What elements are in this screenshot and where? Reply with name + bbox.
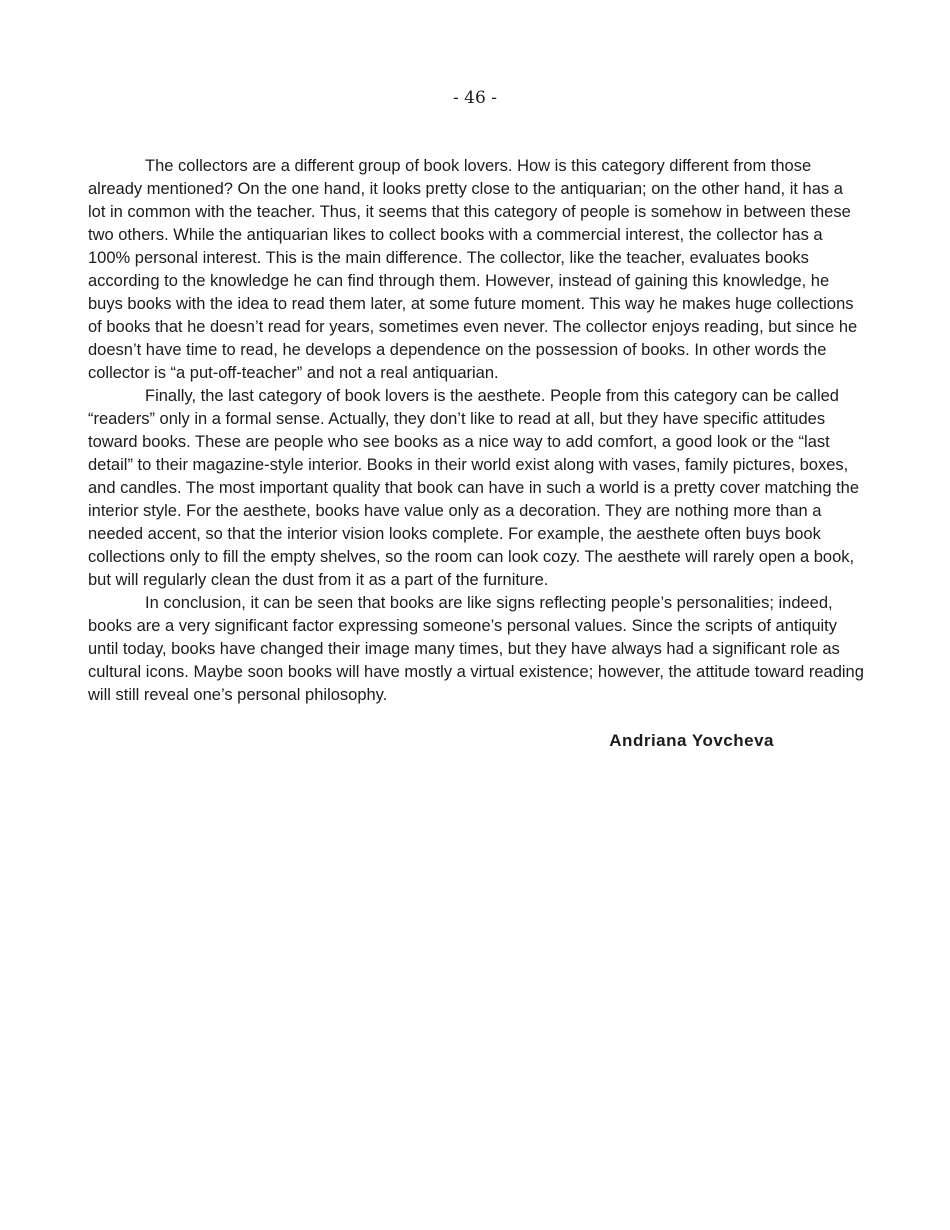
paragraph-aesthete: Finally, the last category of book lovers is the aesthete. People from this category can be called “readers” only in a formal sense. Actually, they don’t like to read at all, but they have specific attitudes toward books. These are people who see books as a nice way to add comfort, a good look or the “last detail” to their magazine-style interior. Books in their world exist along with vases, family pictures, boxes, and candles. The most important quality that book can have in such a world is a pretty cover matching the interior style. For the aesthete, books have value only as a decoration. They are nothing more than a needed accent, so that the interior vision looks complete. For example, the aesthete often buys book collections only to fill the empty shelves, so the room can look cozy. The aesthete will rarely open a book, but will regularly clean the dust from it as a part of the furniture. [88, 387, 860, 589]
author-signature: Andriana Yovcheva [609, 731, 774, 750]
paragraph-conclusion: In conclusion, it can be seen that books are like signs reflecting people’s personalities; indeed, books are a very significant factor expressing someone’s personal values. Since the scripts of antiquity until today, books have changed their image many times, but they have always had a significant role as cultural icons. Maybe soon books will have mostly a virtual existence; however, the attitude toward reading will still reveal one’s personal philosophy. [88, 594, 864, 704]
document-body [88, 155, 864, 752]
page-number: - 46 - [453, 88, 497, 108]
paragraph-collectors: The collectors are a different group of book lovers. How is this category different from those already mentioned? On the one hand, it looks pretty close to the antiquarian; on the other hand, it has a lot in common with the teacher. Thus, it seems that this category of people is somehow in between these two others. While the antiquarian likes to collect books with a commercial interest, the collector has a 100% personal interest. This is the main difference. The collector, like the teacher, evaluates books according to the knowledge he can find through them. However, instead of gaining this knowledge, he buys books with the idea to read them later, at some future moment. This way he makes huge collections of books that he doesn’t read for years, sometimes even never. The collector enjoys reading, but since he doesn’t have time to read, he develops a dependence on the possession of books. In other words the collector is “a put-off-teacher” and not a real antiquarian. [88, 157, 858, 382]
